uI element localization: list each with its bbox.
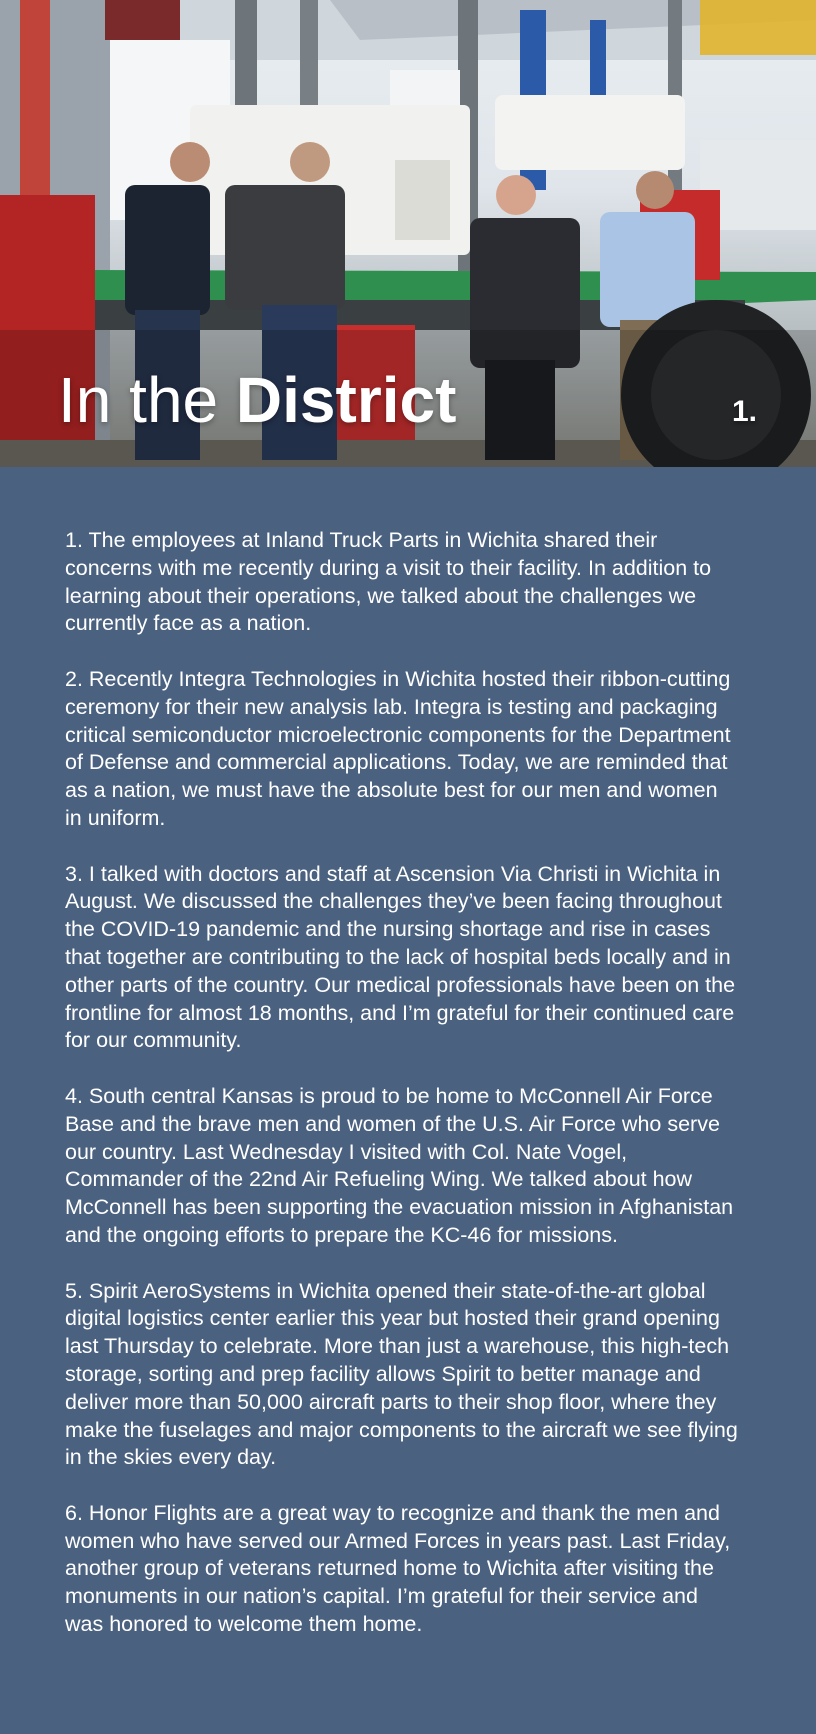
paragraph-4: 4. South central Kansas is proud to be home to McConnell Air Force Base and the brave men and women of the U.S. Air Force who serve our country. Last Wednesday I visited with Col. Nate Vogel, Commander of the 22nd Air Refueling Wing. We talked about how McConnell has been supporting the evacuation mission in Afghanistan and the ongoing efforts to prepare the KC-46 for missions. xyxy=(65,1083,734,1247)
paragraph-6: 6. Honor Flights are a great way to recognize and thank the men and women who have served our Armed Forces in years past. Last Friday, another group of veterans returned home to Wichita after visiting the monuments in our nation’s capital. I’m grateful for their service and was honored to welcome them home. xyxy=(65,1500,731,1637)
paragraph-2: 2. Recently Integra Technologies in Wichita hosted their ribbon-cutting ceremony for their new analysis lab. Integra is testing and packaging critical semiconductor microelectronic components for the Department of Defense and commercial applications. Today, we are reminded that as a nation, we must have the absolute best for our men and women in uniform. xyxy=(65,666,731,830)
paragraph-5: 5. Spirit AeroSystems in Wichita opened their state-of-the-art global digital logistics center earlier this year but hosted their grand opening last Thursday to celebrate. More than just a warehouse, this high-tech storage, sorting and prep facility allows Spirit to better manage and deliver more than 50,000 aircraft parts to their shop floor, where they make the fuselages and major components to the aircraft we see flying in the skies every day. xyxy=(65,1278,738,1470)
page-title xyxy=(58,362,456,438)
page-title-light: In the xyxy=(58,364,236,436)
page-title-bold: District xyxy=(235,364,457,436)
hero-photo xyxy=(0,0,816,467)
article-body xyxy=(0,467,816,1639)
paragraph-1: 1. The employees at Inland Truck Parts in Wichita shared their concerns with me recently during a visit to their facility. In addition to learning about their operations, we talked about the challenges we currently face as a nation. xyxy=(65,528,712,636)
paragraph-3: 3. I talked with doctors and staff at Ascension Via Christi in Wichita in August. We discussed the challenges they’ve been facing throughout the COVID-19 pandemic and the nursing shortage and rise in cases that together are contributing to the lack of hospital beds locally and in other parts of the country. Our medical professionals have been on the frontline for almost 18 months, and I’m grateful for their continued care for our community. xyxy=(65,861,736,1053)
photo-number-label: 1. xyxy=(732,395,758,428)
